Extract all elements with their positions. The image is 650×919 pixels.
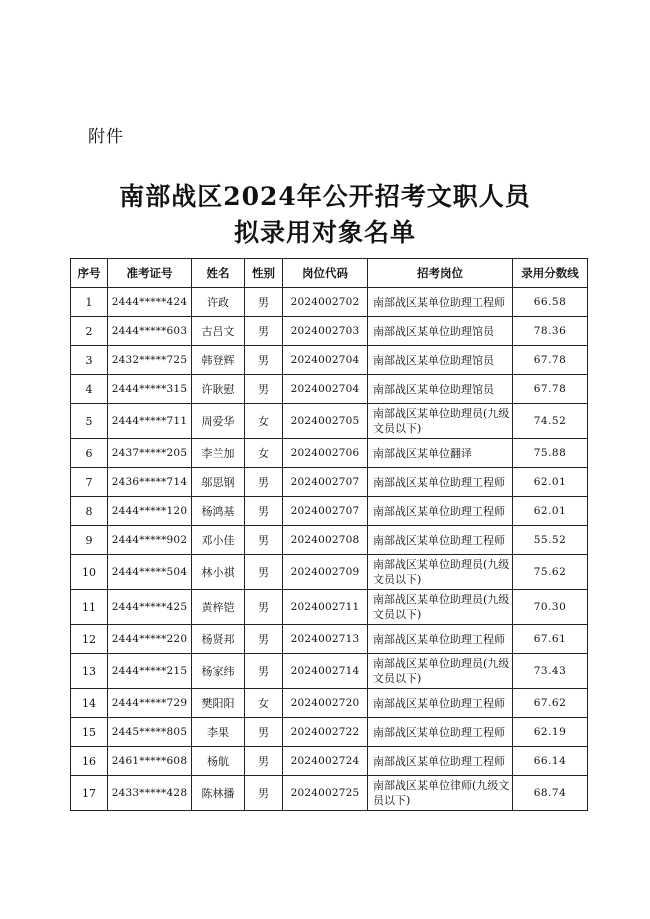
cell-post-code: 2024002704 <box>283 375 368 404</box>
cell-no: 17 <box>71 776 108 811</box>
cell-no: 4 <box>71 375 108 404</box>
cell-name: 林小祺 <box>192 555 245 590</box>
cell-gender: 男 <box>245 590 283 625</box>
cell-gender: 男 <box>245 468 283 497</box>
cell-name: 陈林播 <box>192 776 245 811</box>
table-row <box>71 689 588 718</box>
cell-score: 62.01 <box>513 497 588 526</box>
cell-exam-id: 2444*****711 <box>108 404 192 439</box>
cell-post: 南部战区某单位助理员(九级文员以下) <box>368 590 513 625</box>
cell-post-code: 2024002713 <box>283 625 368 654</box>
cell-gender: 男 <box>245 288 283 317</box>
cell-gender: 男 <box>245 747 283 776</box>
cell-post-code: 2024002725 <box>283 776 368 811</box>
cell-post-code: 2024002708 <box>283 526 368 555</box>
cell-post-code: 2024002711 <box>283 590 368 625</box>
header-no: 序号 <box>71 259 108 288</box>
cell-score: 75.88 <box>513 439 588 468</box>
cell-name: 韩登辉 <box>192 346 245 375</box>
cell-score: 67.78 <box>513 346 588 375</box>
cell-post-code: 2024002707 <box>283 468 368 497</box>
cell-post: 南部战区某单位助理员(九级文员以下) <box>368 555 513 590</box>
document-title-line2: 拟录用对象名单 <box>233 218 416 247</box>
cell-exam-id: 2444*****729 <box>108 689 192 718</box>
cell-exam-id: 2444*****504 <box>108 555 192 590</box>
header-name: 姓名 <box>192 259 245 288</box>
header-post-code: 岗位代码 <box>283 259 368 288</box>
cell-exam-id: 2444*****220 <box>108 625 192 654</box>
cell-no: 6 <box>71 439 108 468</box>
cell-no: 15 <box>71 718 108 747</box>
table-row <box>71 346 588 375</box>
cell-gender: 男 <box>245 375 283 404</box>
cell-post: 南部战区某单位律师(九级文员以下) <box>368 776 513 811</box>
cell-name: 邓小佳 <box>192 526 245 555</box>
cell-post: 南部战区某单位助理工程师 <box>368 689 513 718</box>
cell-score: 73.43 <box>513 654 588 689</box>
cell-post-code: 2024002720 <box>283 689 368 718</box>
cell-post-code: 2024002722 <box>283 718 368 747</box>
cell-gender: 男 <box>245 776 283 811</box>
cell-gender: 男 <box>245 718 283 747</box>
cell-gender: 男 <box>245 625 283 654</box>
cell-score: 62.01 <box>513 468 588 497</box>
cell-name: 周爱华 <box>192 404 245 439</box>
cell-gender: 男 <box>245 346 283 375</box>
table-row <box>71 747 588 776</box>
cell-post: 南部战区某单位助理员(九级文员以下) <box>368 404 513 439</box>
cell-score: 66.58 <box>513 288 588 317</box>
cell-post-code: 2024002702 <box>283 288 368 317</box>
candidate-table <box>70 258 588 811</box>
cell-exam-id: 2444*****424 <box>108 288 192 317</box>
cell-name: 杨贤邦 <box>192 625 245 654</box>
cell-exam-id: 2444*****315 <box>108 375 192 404</box>
cell-exam-id: 2461*****608 <box>108 747 192 776</box>
cell-post: 南部战区某单位助理工程师 <box>368 497 513 526</box>
header-gender: 性别 <box>245 259 283 288</box>
cell-name: 樊阳阳 <box>192 689 245 718</box>
cell-post-code: 2024002706 <box>283 439 368 468</box>
cell-gender: 男 <box>245 317 283 346</box>
cell-post-code: 2024002709 <box>283 555 368 590</box>
table-row <box>71 654 588 689</box>
cell-exam-id: 2437*****205 <box>108 439 192 468</box>
cell-name: 杨鸿基 <box>192 497 245 526</box>
cell-name: 许政 <box>192 288 245 317</box>
document-title-line1: 南部战区2024年公开招考文职人员 <box>119 182 531 211</box>
table-row <box>71 718 588 747</box>
cell-post: 南部战区某单位助理工程师 <box>368 625 513 654</box>
cell-no: 2 <box>71 317 108 346</box>
cell-gender: 男 <box>245 497 283 526</box>
cell-exam-id: 2444*****603 <box>108 317 192 346</box>
cell-no: 14 <box>71 689 108 718</box>
table-row <box>71 317 588 346</box>
cell-post: 南部战区某单位助理馆员 <box>368 317 513 346</box>
cell-score: 55.52 <box>513 526 588 555</box>
table-row <box>71 625 588 654</box>
cell-no: 13 <box>71 654 108 689</box>
cell-post-code: 2024002707 <box>283 497 368 526</box>
cell-score: 62.19 <box>513 718 588 747</box>
cell-exam-id: 2445*****805 <box>108 718 192 747</box>
table-row <box>71 776 588 811</box>
cell-score: 70.30 <box>513 590 588 625</box>
cell-no: 8 <box>71 497 108 526</box>
cell-post: 南部战区某单位助理馆员 <box>368 346 513 375</box>
cell-exam-id: 2436*****714 <box>108 468 192 497</box>
cell-post-code: 2024002705 <box>283 404 368 439</box>
cell-post: 南部战区某单位助理员(九级文员以下) <box>368 654 513 689</box>
header-score: 录用分数线 <box>513 259 588 288</box>
cell-name: 杨航 <box>192 747 245 776</box>
cell-gender: 男 <box>245 526 283 555</box>
cell-exam-id: 2444*****215 <box>108 654 192 689</box>
cell-gender: 男 <box>245 654 283 689</box>
cell-no: 9 <box>71 526 108 555</box>
cell-post: 南部战区某单位助理工程师 <box>368 718 513 747</box>
table-row <box>71 468 588 497</box>
cell-gender: 女 <box>245 689 283 718</box>
cell-exam-id: 2433*****428 <box>108 776 192 811</box>
cell-gender: 女 <box>245 439 283 468</box>
cell-score: 75.62 <box>513 555 588 590</box>
cell-post: 南部战区某单位助理工程师 <box>368 747 513 776</box>
header-post: 招考岗位 <box>368 259 513 288</box>
table-row <box>71 404 588 439</box>
cell-exam-id: 2444*****120 <box>108 497 192 526</box>
cell-no: 11 <box>71 590 108 625</box>
table-row <box>71 439 588 468</box>
cell-post-code: 2024002703 <box>283 317 368 346</box>
table-row <box>71 590 588 625</box>
cell-name: 李果 <box>192 718 245 747</box>
cell-no: 16 <box>71 747 108 776</box>
cell-name: 邬思钢 <box>192 468 245 497</box>
table-row <box>71 526 588 555</box>
cell-gender: 女 <box>245 404 283 439</box>
table-row <box>71 555 588 590</box>
cell-post: 南部战区某单位助理工程师 <box>368 526 513 555</box>
cell-exam-id: 2444*****902 <box>108 526 192 555</box>
cell-score: 67.61 <box>513 625 588 654</box>
cell-exam-id: 2444*****425 <box>108 590 192 625</box>
cell-post: 南部战区某单位助理工程师 <box>368 468 513 497</box>
cell-post-code: 2024002724 <box>283 747 368 776</box>
cell-exam-id: 2432*****725 <box>108 346 192 375</box>
cell-no: 7 <box>71 468 108 497</box>
cell-score: 74.52 <box>513 404 588 439</box>
cell-post: 南部战区某单位翻译 <box>368 439 513 468</box>
cell-post: 南部战区某单位助理工程师 <box>368 288 513 317</box>
cell-score: 68.74 <box>513 776 588 811</box>
cell-score: 67.78 <box>513 375 588 404</box>
table-row <box>71 375 588 404</box>
cell-name: 杨家纬 <box>192 654 245 689</box>
attachment-label: 附件 <box>88 127 124 147</box>
cell-name: 许耿慰 <box>192 375 245 404</box>
table-row <box>71 497 588 526</box>
cell-no: 10 <box>71 555 108 590</box>
table-header-row <box>71 259 588 288</box>
cell-post-code: 2024002714 <box>283 654 368 689</box>
cell-name: 黄梓铠 <box>192 590 245 625</box>
cell-gender: 男 <box>245 555 283 590</box>
cell-post: 南部战区某单位助理馆员 <box>368 375 513 404</box>
cell-score: 66.14 <box>513 747 588 776</box>
cell-name: 古吕文 <box>192 317 245 346</box>
cell-no: 12 <box>71 625 108 654</box>
cell-no: 5 <box>71 404 108 439</box>
cell-score: 67.62 <box>513 689 588 718</box>
header-exam-id: 准考证号 <box>108 259 192 288</box>
cell-no: 3 <box>71 346 108 375</box>
cell-score: 78.36 <box>513 317 588 346</box>
cell-name: 李兰加 <box>192 439 245 468</box>
table-row <box>71 288 588 317</box>
cell-post-code: 2024002704 <box>283 346 368 375</box>
cell-no: 1 <box>71 288 108 317</box>
